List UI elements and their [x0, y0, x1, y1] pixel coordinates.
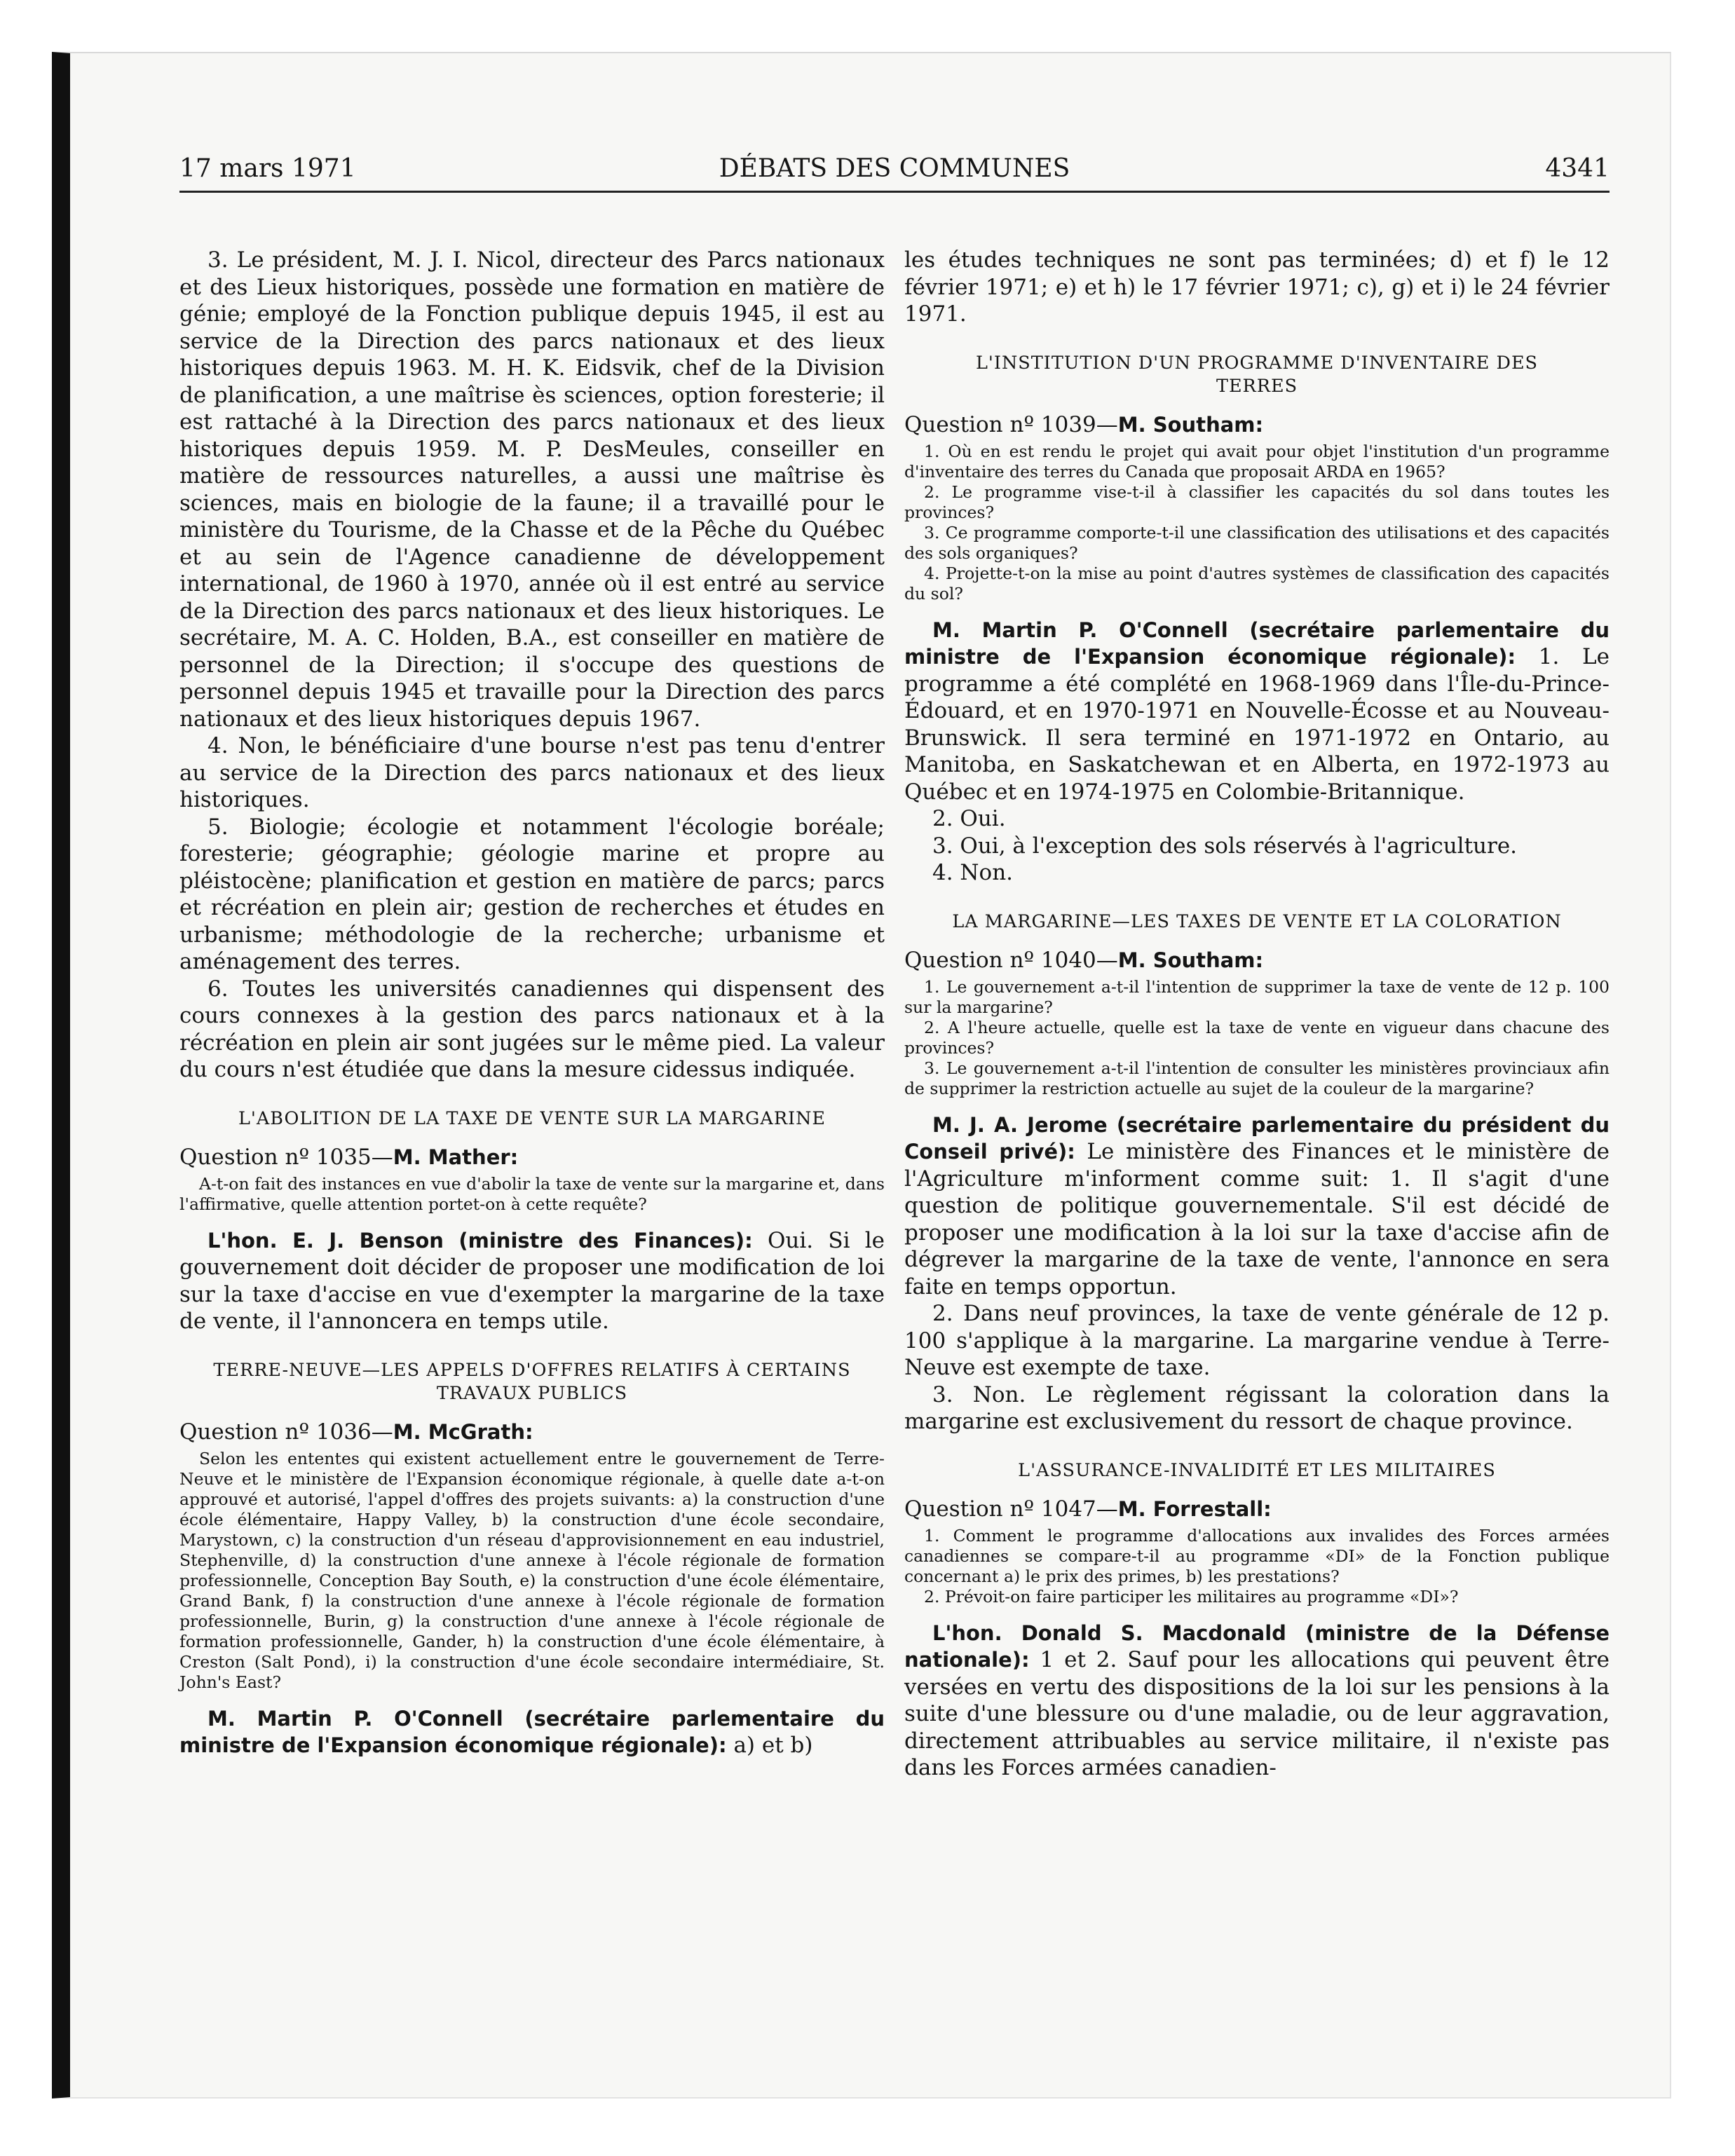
question-text: A-t-on fait des instances en vue d'abolir la taxe de vente sur la margarine et, dans l'affirmative, quelle attention portet-on à cette requête?: [179, 1173, 885, 1214]
left-column: [179, 247, 885, 1759]
question-number: Question nº 1039—: [904, 411, 1118, 437]
answer-speaker: M. J. A. Jerome (secrétaire parlementaire du président du Conseil privé):: [904, 1112, 1610, 1164]
answer-text: 1 et 2. Sauf pour les allocations qui peuvent être versées en vertu des dispositions de la loi sur les pensions à la suite d'une blessure ou d'une maladie, ou de leur aggravation, directement attribuables au service militaire, il n'existe pas dans les Forces armées canadien-: [904, 1647, 1610, 1780]
answer-1039: [904, 617, 1610, 806]
right-column: [904, 247, 1610, 1782]
answer-1035: [179, 1227, 885, 1335]
paragraph-5: 5. Biologie; écologie et notamment l'écologie boréale; foresterie; géographie; géologie marine et propre au pléistocène; planification et gestion en matière de parcs; parcs et récréation en plein air; gestion de recherches et études en urbanisme; méthodologie de la recherche; urbanisme et aménagement des terres.: [179, 814, 885, 974]
question-item-4: 4. Projette-t-on la mise au point d'autres systèmes de classification des capacités du sol?: [904, 563, 1610, 603]
question-1036: [179, 1418, 885, 1446]
question-item-3: 3. Ce programme comporte-t-il une classification des utilisations et des capacités des sols organiques?: [904, 522, 1610, 563]
answer-speaker: M. Martin P. O'Connell (secrétaire parlementaire du ministre de l'Expansion économique régionale):: [179, 1706, 885, 1757]
question-asker: M. McGrath:: [393, 1419, 533, 1444]
question-1040: [904, 946, 1610, 974]
paragraph-3: 3. Le président, M. J. I. Nicol, directeur des Parcs nationaux et des Lieux historiques, possède une formation en matière de génie; employé de la Fonction publique depuis 1945, il est au service de la Direction des parcs nationaux et des lieux historiques depuis 1963. M. H. K. Eidsvik, chef de la Division de planification, a une maîtrise ès sciences, option foresterie; il est rattaché à la Direction des parcs nationaux et des lieux historiques depuis 1959. M. P. DesMeules, conseiller en matière de ressources naturelles, a aussi une maîtrise ès sciences, mais en biologie de la faune; il a travaillé pour le ministère du Tourisme, de la Chasse et de la Pêche du Québec et au sein de l'Agence canadienne de développement international, de 1960 à 1970, année où il est entré au service de la Direction des parcs nationaux et des lieux historiques. Le secrétaire, M. A. C. Holden, B.A., est conseiller en matière de personnel de la Direction; il s'occupe des questions de personnel depuis 1945 et travaille pour la Direction des parcs nationaux et des lieux historiques depuis 1967.: [179, 247, 885, 732]
answer-item-2: 2. Dans neuf provinces, la taxe de vente générale de 12 p. 100 s'applique à la margarine. La margarine vendue à Terre-Neuve est exempte de taxe.: [904, 1301, 1610, 1380]
answer-text: Oui. Si le gouvernement doit décider de proposer une modification de loi sur la taxe d'accise en vue d'exempter la margarine de la taxe de vente, il l'annoncera en temps utile.: [179, 1227, 885, 1334]
question-number: Question nº 1040—: [904, 947, 1118, 973]
question-number: Question nº 1047—: [904, 1496, 1118, 1522]
question-1047: [904, 1495, 1610, 1523]
paragraph-4: 4. Non, le bénéficiaire d'une bourse n'est pas tenu d'entrer au service de la Direction des parcs nationaux et des lieux historiques.: [179, 733, 885, 812]
question-1039: [904, 411, 1610, 439]
question-item-3: 3. Le gouvernement a-t-il l'intention de consulter les ministères provinciaux afin de supprimer la restriction actuelle au sujet de la couleur de la margarine?: [904, 1058, 1610, 1098]
answer-text: 1. Le programme a été complété en 1968-1969 dans l'Île-du-Prince-Édouard, et en 1970-1971 en Nouvelle-Écosse et au Nouveau-Brunswick. Il sera terminé en 1971-1972 en Ontario, au Manitoba, en Saskatchewan et en Alberta, en 1972-1973 au Québec et en 1974-1975 en Colombie-Britannique.: [904, 644, 1610, 805]
question-asker: M. Forrestall:: [1117, 1496, 1272, 1521]
paragraph-6: 6. Toutes les universités canadiennes qui dispensent des cours connexes à la gestion des parcs nationaux et à la récréation en plein air sont jugées sur le même pied. La valeur du cours n'est étudiée que dans la mesure cidessus indiquée.: [179, 976, 885, 1082]
answer-text: Le ministère des Finances et le ministère de l'Agriculture m'informent comme suit: 1. Il s'agit d'une question de politique gouvernementale. S'il est décidé de proposer une modification à la loi sur la taxe d'accise afin de dégrever la margarine de la taxe de vente, l'annonce en sera faite en temps opportun.: [904, 1139, 1610, 1299]
answer-item-3: 3. Oui, à l'exception des sols réservés à l'agriculture.: [932, 833, 1518, 859]
question-number: Question nº 1035—: [179, 1144, 393, 1170]
question-item-1: 1. Le gouvernement a-t-il l'intention de supprimer la taxe de vente de 12 p. 100 sur la margarine?: [904, 976, 1610, 1017]
answer-item-2: 2. Oui.: [932, 806, 1006, 831]
question-asker: M. Mather:: [393, 1145, 519, 1169]
section-heading-margarine-coloration: LA MARGARINE—LES TAXES DE VENTE ET LA COLORATION: [952, 910, 1562, 932]
question-text: Selon les ententes qui existent actuellement entre le gouvernement de Terre-Neuve et le ministère de l'Expansion économique régionale, à quelle date a-t-on approuvé et autorisé, l'appel d'offres des projets suivants: a) la construction d'une école élémentaire, Happy Valley, b) la construction d'une école secondaire, Marystown, c) la construction d'un réseau d'approvisionnement en eau industriel, Stephenville, d) la construction d'une annexe à l'école régionale de formation professionnelle, Conception Bay South, e) la construction d'une école élémentaire, Grand Bank, f) la construction d'une annexe à l'école régionale de formation professionnelle, Burin, g) la construction d'une annexe à l'école régionale de formation professionnelle, Gander, h) la construction d'une école élémentaire, à Creston (Salt Pond), i) la construction d'une école secondaire intermédiaire, St. John's East?: [179, 1448, 885, 1692]
section-heading-margarine-tax: L'ABOLITION DE LA TAXE DE VENTE SUR LA MARGARINE: [238, 1107, 826, 1129]
answer-item-3: 3. Non. Le règlement régissant la coloration dans la margarine est exclusivement du ressort de chaque province.: [904, 1381, 1610, 1434]
question-item-1: 1. Où en est rendu le projet qui avait pour objet l'institution d'un programme d'inventaire des terres du Canada que proposait ARDA en 1965?: [904, 441, 1610, 482]
question-item-2: 2. Le programme vise-t-il à classifier les capacités du sol dans toutes les provinces?: [904, 482, 1610, 522]
answer-speaker: L'hon. E. J. Benson (ministre des Finances):: [207, 1228, 753, 1253]
header-page-number: 4341: [1545, 154, 1610, 183]
question-asker: M. Southam:: [1117, 412, 1264, 437]
section-heading-disability-military: L'ASSURANCE-INVALIDITÉ ET LES MILITAIRES: [1018, 1459, 1496, 1481]
question-item-2: 2. A l'heure actuelle, quelle est la taxe de vente en vigueur dans chacune des provinces?: [904, 1017, 1610, 1058]
answer-speaker: L'hon. Donald S. Macdonald (ministre de la Défense nationale):: [904, 1621, 1610, 1672]
section-heading-newfoundland-tenders: TERRE-NEUVE—LES APPELS D'OFFRES RELATIFS À CERTAINS TRAVAUX PUBLICS: [213, 1359, 851, 1404]
answer-1047: [904, 1620, 1610, 1782]
question-asker: M. Southam:: [1117, 948, 1264, 972]
header-title: DÉBATS DES COMMUNES: [719, 154, 1070, 183]
question-item-2: 2. Prévoit-on faire participer les militaires au programme «DI»?: [924, 1586, 1459, 1606]
page-header: [179, 151, 1610, 193]
question-number: Question nº 1036—: [179, 1419, 393, 1445]
continued-answer: les études techniques ne sont pas terminées; d) et f) le 12 février 1971; e) et h) le 17 février 1971; c), g) et i) le 24 février 1971.: [904, 247, 1610, 327]
answer-text: a) et b): [726, 1733, 813, 1758]
answer-1040: [904, 1112, 1610, 1301]
section-heading-land-inventory: L'INSTITUTION D'UN PROGRAMME D'INVENTAIRE DES TERRES: [975, 352, 1539, 397]
answer-speaker: M. Martin P. O'Connell (secrétaire parlementaire du ministre de l'Expansion économique régionale):: [904, 618, 1610, 669]
answer-1036: [179, 1705, 885, 1759]
answer-item-4: 4. Non.: [932, 860, 1014, 885]
question-1035: [179, 1143, 885, 1171]
header-date: 17 mars 1971: [179, 154, 356, 183]
question-item-1: 1. Comment le programme d'allocations aux invalides des Forces armées canadiennes se compare-t-il au programme «DI» de la Fonction publique concernant a) le prix des primes, b) les prestations?: [904, 1525, 1610, 1586]
